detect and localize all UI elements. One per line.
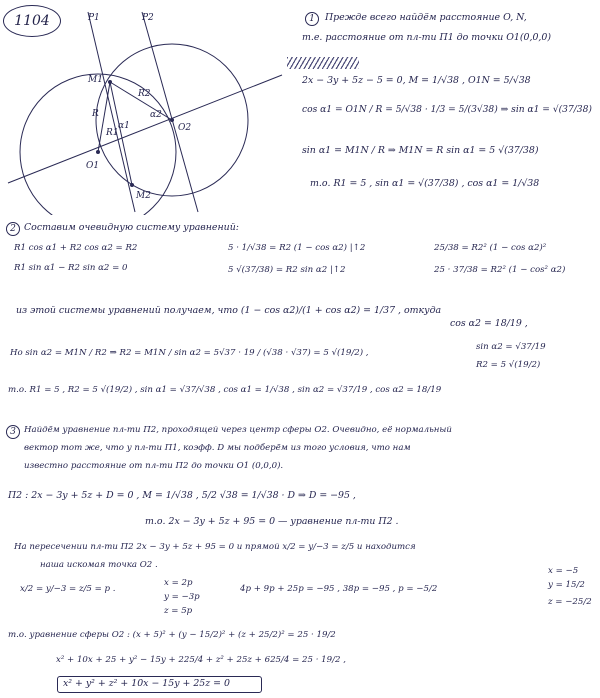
step1-result: т.о. R1 = 5 , sin α1 = √(37/38) , cos α1 = 1/√38 xyxy=(310,178,540,189)
step2-system-c2: 25 · 37/38 = R2² (1 − cos² α2) xyxy=(434,265,566,275)
step3-coord-y: y = 15/2 xyxy=(548,580,585,590)
step2-summary: т.о. R1 = 5 , R2 = 5 √(19/2) , sin α1 = √37/√38 , cos α1 = 1/√38 , sin α2 = √37/19 , cos α2 = 18/19 xyxy=(8,385,442,395)
step3-intersection-2: наша искомая точка O2 . xyxy=(40,560,158,570)
label-p1: P1 xyxy=(88,13,100,23)
step1-cos-alpha1: cos α1 = O1N / R = 5/√38 · 1/3 = 5/(3√38) ⇒ sin α1 = √(37/38) xyxy=(302,105,592,115)
problem-number: 1104 xyxy=(3,5,61,37)
step2-heading: Составим очевидную систему уравнений: xyxy=(24,222,239,233)
radius-r xyxy=(98,82,110,152)
step3-param-x: x = 2p xyxy=(164,578,193,588)
label-r: R xyxy=(92,109,99,119)
step2-sin-alpha2: sin α2 = √37/19 xyxy=(476,342,546,352)
label-r1: R1 xyxy=(106,128,119,138)
step2-system-a1: R1 cos α1 + R2 cos α2 = R2 xyxy=(14,243,138,253)
step2-system-a2: R1 sin α1 − R2 sin α2 = 0 xyxy=(14,263,128,273)
step1-line-1: Прежде всего найдём расстояние O, N, xyxy=(325,12,527,23)
step3-line-3: известно расстояние от пл-ти П2 до точки O1 (0,0,0). xyxy=(24,461,284,471)
step3-coord-x: x = −5 xyxy=(548,566,579,576)
step3-param: x/2 = y/−3 = z/5 = p . xyxy=(20,584,116,594)
step3-marker: 3 xyxy=(6,425,20,439)
step2-from-system: из этой системы уравнений получаем, что (1 − cos α2)/(1 + cos α2) = 1/37 , откуда xyxy=(16,305,442,316)
label-m2: M2 xyxy=(136,191,151,201)
step2-cos-alpha2: cos α2 = 18/19 , xyxy=(450,318,528,329)
step3-p2-equation: т.о. 2x − 3y + 5z + 95 = 0 — уравнение пл-ти П2 . xyxy=(145,516,399,527)
step3-intersection: На пересечении пл-ти П2 2x − 3y + 5z + 95 = 0 и прямой x/2 = y/−3 = z/5 и находится xyxy=(14,542,416,552)
label-alpha1: α1 xyxy=(118,121,130,131)
label-p2: P2 xyxy=(142,13,154,23)
step3-expanded: x² + 10x + 25 + y² − 15y + 225/4 + z² + 25z + 625/4 = 25 · 19/2 , xyxy=(56,655,346,665)
step3-param-y: y = −3p xyxy=(164,592,200,602)
point-m2 xyxy=(130,183,134,187)
geometry-figure xyxy=(0,0,290,215)
step1-marker: 1 xyxy=(305,12,319,26)
label-alpha2: α2 xyxy=(150,110,162,120)
step1-line-2: т.е. расстояние от пл-ти П1 до точки O1(0,0,0) xyxy=(302,32,552,43)
step1-sin-alpha1: sin α1 = M1N / R ⇒ M1N = R sin α1 = 5 √(37/38) xyxy=(302,145,539,156)
step3-sphere-equation: т.о. уравнение сферы O2 : (x + 5)² + (y − 15/2)² + (z + 25/2)² = 25 · 19/2 xyxy=(8,630,336,640)
label-o1: O1 xyxy=(86,161,100,171)
step2-system-c1: 25/38 = R2² (1 − cos α2)² xyxy=(434,243,547,253)
step2-system-b2: 5 √(37/38) = R2 sin α2 |↑2 xyxy=(228,265,346,275)
step1-plane-equation: 2x − 3y + 5z − 5 = 0, M = 1/√38 , O1N = 5/√38 xyxy=(302,75,531,86)
step2-marker: 2 xyxy=(6,222,20,236)
label-r2: R2 xyxy=(138,89,151,99)
step2-system-b1: 5 · 1/√38 = R2 (1 − cos α2) |↑2 xyxy=(228,243,366,253)
point-o1 xyxy=(96,150,100,154)
step3-line-2: вектор тот же, что у пл-ти П1, коэфф. D мы подберём из того условия, что нам xyxy=(24,443,411,453)
step3-solve: 4p + 9p + 25p = −95 , 38p = −95 , p = −5/2 xyxy=(240,584,438,594)
step3-coord-z: z = −25/2 xyxy=(548,597,592,607)
label-o2: O2 xyxy=(178,123,192,133)
step2-but-line: Но sin α2 = M1N / R2 ⇒ R2 = M1N / sin α2 = 5√37 · 19 / (√38 · √37) = 5 √(19/2) , xyxy=(10,348,369,358)
struck-out-text xyxy=(287,57,359,69)
label-m1: M1 xyxy=(88,75,103,85)
point-m1 xyxy=(108,80,112,84)
step3-param-z: z = 5p xyxy=(164,606,193,616)
final-answer: x² + y² + z² + 10x − 15y + 25z = 0 xyxy=(63,678,230,689)
step3-line-1: Найдём уравнение пл-ти П2, проходящей через центр сферы O2. Очевидно, её нормальный xyxy=(24,425,452,435)
point-o2 xyxy=(170,118,174,122)
step2-r2: R2 = 5 √(19/2) xyxy=(476,360,541,370)
step3-p2-line: П2 : 2x − 3y + 5z + D = 0 , M = 1/√38 , 5/2 √38 = 1/√38 · D ⇒ D = −95 , xyxy=(8,490,356,501)
